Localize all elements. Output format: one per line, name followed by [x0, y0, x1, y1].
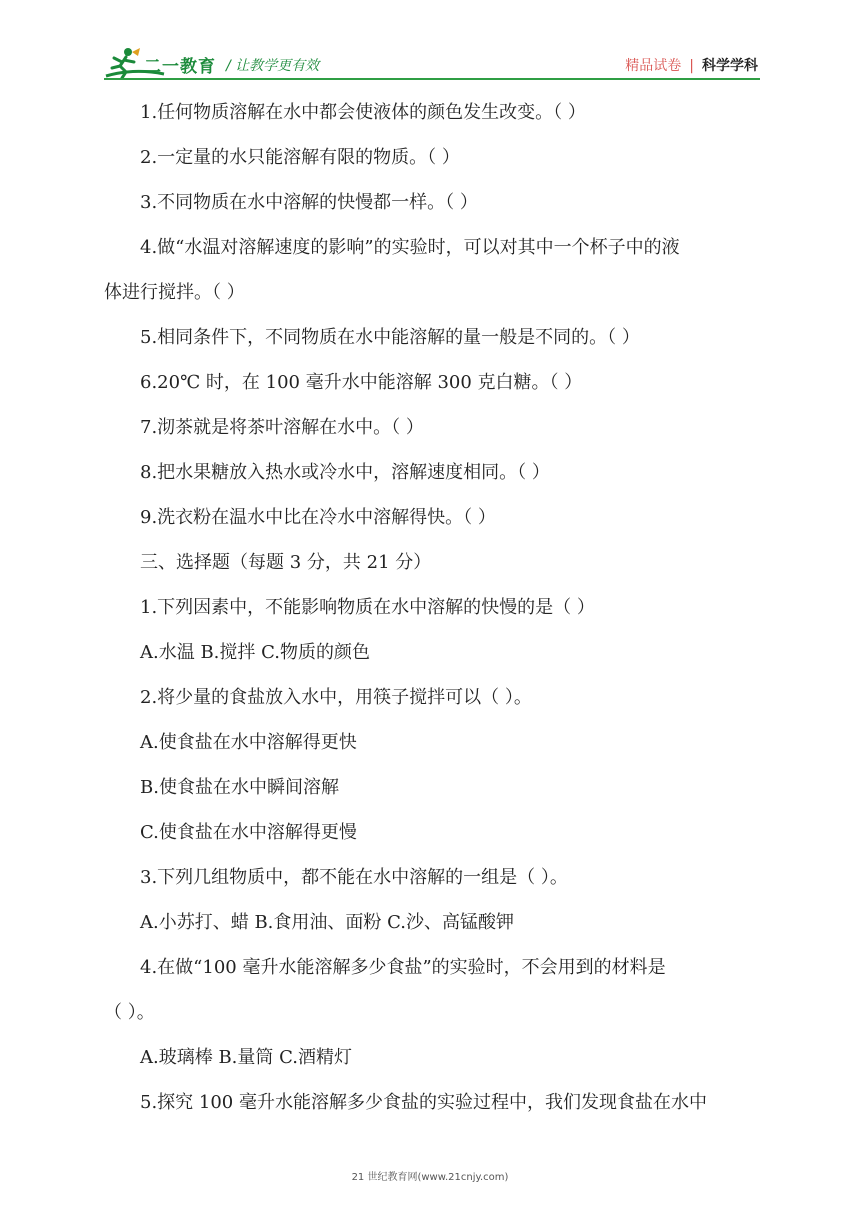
page-header	[0, 0, 860, 90]
logo-text: 二一教育	[144, 57, 216, 77]
question-line: 6.20℃ 时，在 100 毫升水中能溶解 300 克白糖。（ ）	[140, 372, 583, 393]
question-line: 2.将少量的食盐放入水中，用筷子搅拌可以（ ）。	[140, 687, 532, 708]
question-line: 4.在做“100 毫升水能溶解多少食盐”的实验时，不会用到的材料是	[140, 957, 666, 978]
option-line: A.玻璃棒 B.量筒 C.酒精灯	[140, 1047, 352, 1068]
brand-separator: |	[689, 58, 694, 74]
option-line: C.使食盐在水中溶解得更慢	[140, 822, 357, 843]
question-line: 4.做“水温对溶解速度的影响”的实验时，可以对其中一个杯子中的液	[140, 237, 680, 258]
page-footer: 21 世纪教育网(www.21cnjy.com)	[351, 1172, 509, 1183]
option-line: A.使食盐在水中溶解得更快	[140, 732, 357, 753]
option-line: A.小苏打、蜡 B.食用油、面粉 C.沙、高锰酸钾	[140, 912, 514, 933]
slogan: / 让教学更有效	[226, 58, 320, 74]
section-heading: 三、选择题（每题 3 分，共 21 分）	[140, 552, 432, 573]
question-line: 3.不同物质在水中溶解的快慢都一样。（ ）	[140, 192, 478, 213]
brand-left: 精品试卷	[625, 58, 682, 74]
question-line: 7.沏茶就是将茶叶溶解在水中。（ ）	[140, 417, 424, 438]
option-line: A.水温 B.搅拌 C.物质的颜色	[140, 642, 370, 663]
header-divider	[104, 78, 760, 80]
question-line: 体进行搅拌。（ ）	[104, 282, 245, 303]
option-line: B.使食盐在水中瞬间溶解	[140, 777, 339, 798]
question-line: 1.下列因素中，不能影响物质在水中溶解的快慢的是（ ）	[140, 597, 595, 618]
question-line: 8.把水果糖放入热水或冷水中，溶解速度相同。（ ）	[140, 462, 550, 483]
question-line: 9.洗衣粉在温水中比在冷水中溶解得快。（ ）	[140, 507, 496, 528]
question-line: 2.一定量的水只能溶解有限的物质。（ ）	[140, 147, 460, 168]
brand-label	[625, 55, 758, 75]
question-line: 1.任何物质溶解在水中都会使液体的颜色发生改变。（ ）	[140, 102, 586, 123]
question-line: （ ）。	[104, 1002, 155, 1023]
question-line: 5.探究 100 毫升水能溶解多少食盐的实验过程中，我们发现食盐在水中	[140, 1092, 707, 1113]
question-line: 5.相同条件下，不同物质在水中能溶解的量一般是不同的。（ ）	[140, 327, 640, 348]
brand-subject: 科学学科	[702, 58, 758, 74]
question-line: 3.下列几组物质中，都不能在水中溶解的一组是（ ）。	[140, 867, 568, 888]
